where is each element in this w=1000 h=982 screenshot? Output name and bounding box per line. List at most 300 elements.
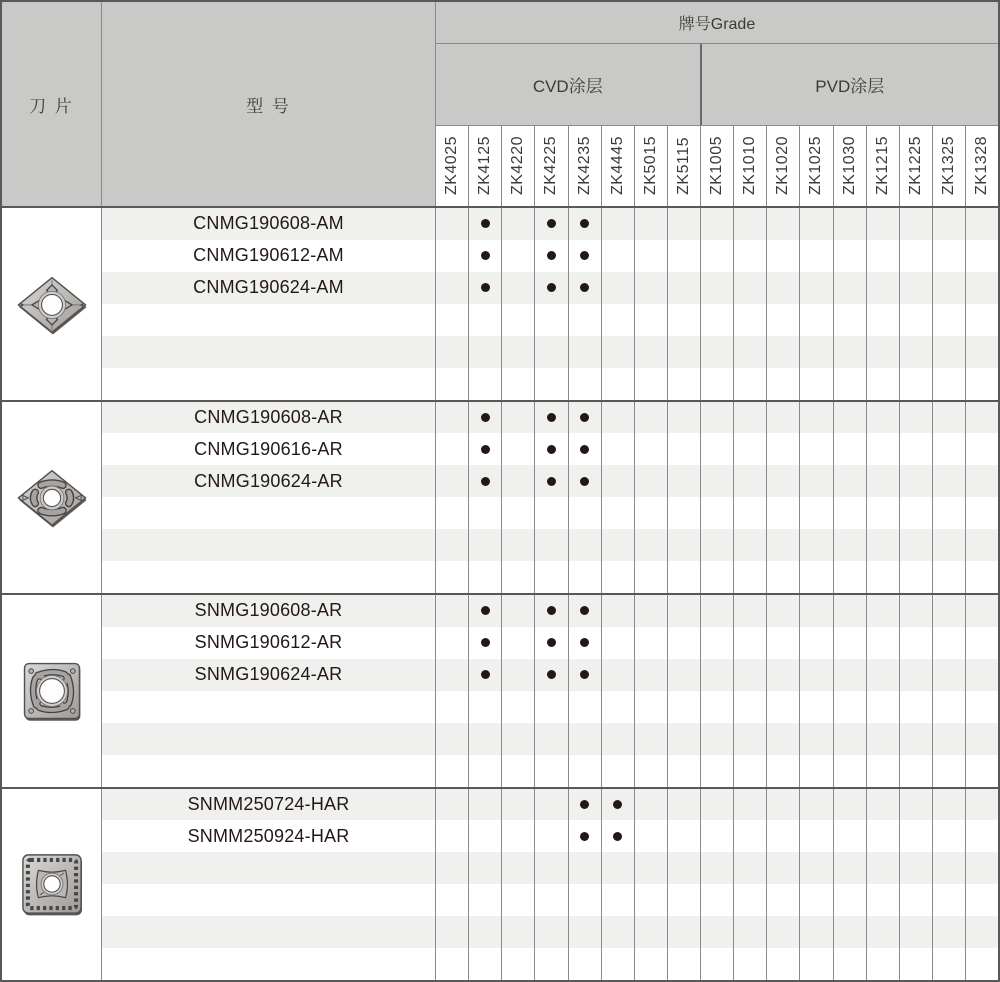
grade-cell: [900, 240, 933, 272]
grade-cell: [602, 368, 635, 400]
grade-cell: [867, 789, 900, 821]
grade-cell: [767, 402, 800, 434]
table-body: [2, 208, 998, 980]
grade-cell: [966, 820, 998, 852]
grade-cell: [867, 240, 900, 272]
grade-label-text: ZK1328: [973, 136, 991, 196]
grade-dot: [481, 606, 490, 615]
grade-cell: [635, 820, 668, 852]
grade-cell: [668, 691, 701, 723]
grade-cell: [436, 465, 469, 497]
grade-cell: [933, 595, 966, 627]
grade-cell: [602, 659, 635, 691]
grade-cell: [701, 884, 734, 916]
grade-cell: [701, 691, 734, 723]
grade-cell: [867, 272, 900, 304]
grade-cell: [966, 304, 998, 336]
grade-cell: [900, 336, 933, 368]
grade-label-text: ZK1215: [873, 136, 891, 196]
grade-cell: [635, 368, 668, 400]
grade-dot: [481, 251, 490, 260]
grade-cell: [734, 336, 767, 368]
grade-cell: [867, 595, 900, 627]
table-row: [102, 240, 998, 272]
grade-cell: [767, 304, 800, 336]
grade-cell: [734, 852, 767, 884]
grade-dot: [580, 670, 589, 679]
grade-cell: [602, 789, 635, 821]
grade-cell: [436, 368, 469, 400]
grade-dot: [547, 413, 556, 422]
grade-cell: [734, 595, 767, 627]
table-row: [102, 755, 998, 787]
grade-group-header: 牌号Grade: [436, 2, 998, 44]
grade-cell: [834, 433, 867, 465]
grade-cell: [469, 659, 502, 691]
grade-cell: [734, 789, 767, 821]
grade-cell: [800, 272, 833, 304]
grade-cell: [602, 208, 635, 240]
grade-cell: [966, 723, 998, 755]
grade-cell: [635, 208, 668, 240]
grade-cell: [668, 627, 701, 659]
grade-cell: [635, 627, 668, 659]
grade-cell: [668, 465, 701, 497]
snmm-har-insert-icon: [12, 847, 92, 921]
grade-cell: [502, 884, 535, 916]
grade-label-text: ZK4235: [575, 136, 593, 196]
grade-cell: [900, 789, 933, 821]
grade-cell: [933, 208, 966, 240]
grade-cell: [966, 595, 998, 627]
model-cell: SNMG190612-AR: [102, 627, 436, 659]
grade-cell: [800, 336, 833, 368]
grade-cell: [834, 659, 867, 691]
grade-cell: [668, 755, 701, 787]
grade-cell: [701, 497, 734, 529]
grade-cell: [535, 852, 568, 884]
grade-cell: [767, 820, 800, 852]
model-cell: CNMG190608-AM: [102, 208, 436, 240]
grade-column-label: [569, 126, 602, 206]
grade-label-text: ZK1030: [840, 136, 858, 196]
grade-cell: [602, 402, 635, 434]
grade-cell: [966, 240, 998, 272]
grade-cell: [535, 240, 568, 272]
grade-cell: [436, 595, 469, 627]
grade-cell: [469, 948, 502, 980]
table-row: [102, 368, 998, 400]
grade-cell: [668, 561, 701, 593]
grade-cell: [734, 240, 767, 272]
grade-cell: [602, 465, 635, 497]
grade-cell: [834, 368, 867, 400]
grade-cell: [668, 659, 701, 691]
grade-cell: [701, 916, 734, 948]
table-row: [102, 820, 998, 852]
grade-cell: [734, 272, 767, 304]
grade-cell: [966, 755, 998, 787]
grade-cell: [900, 627, 933, 659]
grade-cell: [767, 948, 800, 980]
model-cell: [102, 755, 436, 787]
grade-cell: [966, 272, 998, 304]
grade-cell: [734, 368, 767, 400]
grade-cell: [668, 884, 701, 916]
insert-group: [2, 208, 998, 400]
grade-cell: [800, 948, 833, 980]
grade-cell: [701, 852, 734, 884]
grade-column-label: [966, 126, 998, 206]
model-cell: CNMG190624-AR: [102, 465, 436, 497]
grade-cell: [900, 755, 933, 787]
grade-cell: [535, 659, 568, 691]
grade-label-text: ZK5115: [674, 137, 692, 195]
grade-cell: [436, 304, 469, 336]
grade-cell: [701, 820, 734, 852]
grade-cell: [436, 240, 469, 272]
grade-cell: [867, 497, 900, 529]
insert-group: [2, 593, 998, 787]
grade-cell: [602, 595, 635, 627]
insert-group: [2, 400, 998, 594]
table-row: [102, 561, 998, 593]
grade-cell: [933, 627, 966, 659]
grade-cell: [469, 465, 502, 497]
grade-cell: [701, 595, 734, 627]
grade-cell: [569, 497, 602, 529]
grade-cell: [767, 272, 800, 304]
grade-cell: [668, 368, 701, 400]
model-cell: [102, 948, 436, 980]
grade-cell: [966, 402, 998, 434]
grade-cell: [900, 723, 933, 755]
grade-cell: [436, 916, 469, 948]
grade-dot: [580, 606, 589, 615]
grade-cell: [767, 595, 800, 627]
grade-cell: [535, 368, 568, 400]
model-cell: [102, 852, 436, 884]
grade-cell: [800, 465, 833, 497]
grade-cell: [569, 465, 602, 497]
grade-cell: [502, 691, 535, 723]
grade-cell: [469, 884, 502, 916]
grade-dot: [481, 283, 490, 292]
grade-cell: [469, 402, 502, 434]
grade-cell: [701, 755, 734, 787]
grade-cell: [800, 561, 833, 593]
grade-cell: [436, 852, 469, 884]
model-cell: [102, 884, 436, 916]
pvd-coating-header: PVD涂层: [815, 77, 885, 96]
grade-cell: [834, 465, 867, 497]
grade-column-label: [800, 126, 833, 206]
grade-cell: [767, 433, 800, 465]
grade-cell: [734, 723, 767, 755]
grade-dot: [481, 219, 490, 228]
grade-cell: [800, 529, 833, 561]
grade-cell: [701, 948, 734, 980]
grade-dot: [580, 445, 589, 454]
grade-column-label: [635, 126, 668, 206]
table-row: [102, 465, 998, 497]
grade-cell: [569, 755, 602, 787]
grade-cell: [668, 916, 701, 948]
model-cell: [102, 529, 436, 561]
grade-cell: [569, 723, 602, 755]
grade-cell: [569, 852, 602, 884]
grade-cell: [436, 402, 469, 434]
grade-cell: [867, 368, 900, 400]
grade-cell: [834, 497, 867, 529]
grade-cell: [834, 240, 867, 272]
grade-cell: [966, 368, 998, 400]
grade-cell: [800, 595, 833, 627]
grade-dot: [580, 413, 589, 422]
grade-cell: [933, 465, 966, 497]
coating-header-row: [436, 44, 998, 126]
model-cell: [102, 368, 436, 400]
grade-cell: [635, 240, 668, 272]
grade-cell: [900, 691, 933, 723]
grade-cell: [502, 916, 535, 948]
model-cell: SNMM250924-HAR: [102, 820, 436, 852]
cvd-coating-header: CVD涂层: [436, 44, 702, 125]
grade-column-label: [469, 126, 502, 206]
grade-cell: [502, 529, 535, 561]
grade-cell: [767, 240, 800, 272]
grade-cell: [635, 852, 668, 884]
grade-cell: [502, 755, 535, 787]
table-row: [102, 916, 998, 948]
grade-label-text: ZK1020: [774, 136, 792, 196]
grade-cell: [602, 884, 635, 916]
grade-cell: [602, 497, 635, 529]
table-row: [102, 529, 998, 561]
grade-cell: [502, 561, 535, 593]
model-cell: CNMG190612-AM: [102, 240, 436, 272]
grade-cell: [701, 208, 734, 240]
table-row: [102, 659, 998, 691]
grade-cell: [933, 336, 966, 368]
grade-dot: [580, 283, 589, 292]
grade-cell: [502, 433, 535, 465]
grade-cell: [436, 948, 469, 980]
table-row: [102, 789, 998, 821]
grade-cell: [966, 852, 998, 884]
grade-cell: [569, 948, 602, 980]
snmg-ar-insert-icon: [13, 655, 91, 727]
grade-cell: [701, 304, 734, 336]
grade-cell: [834, 820, 867, 852]
grade-cell: [767, 497, 800, 529]
grade-cell: [502, 497, 535, 529]
grade-cell: [767, 368, 800, 400]
grade-dot: [580, 219, 589, 228]
grade-cell: [867, 433, 900, 465]
grade-cell: [867, 723, 900, 755]
grade-cell: [569, 595, 602, 627]
grade-cell: [966, 948, 998, 980]
grade-cell: [800, 659, 833, 691]
grade-cell: [900, 916, 933, 948]
grade-cell: [602, 561, 635, 593]
grade-cell: [867, 691, 900, 723]
model-cell: [102, 304, 436, 336]
grade-cell: [635, 272, 668, 304]
grade-cell: [800, 304, 833, 336]
grade-column-label: [734, 126, 767, 206]
grade-cell: [867, 755, 900, 787]
grade-cell: [569, 402, 602, 434]
grade-cell: [469, 595, 502, 627]
model-cell: SNMG190608-AR: [102, 595, 436, 627]
grade-cell: [502, 627, 535, 659]
grade-dot: [547, 477, 556, 486]
grade-cell: [734, 529, 767, 561]
grade-cell: [834, 691, 867, 723]
grade-cell: [767, 659, 800, 691]
grade-cell: [502, 789, 535, 821]
grade-column-label: [834, 126, 867, 206]
grade-cell: [900, 304, 933, 336]
grade-cell: [469, 561, 502, 593]
grade-cell: [734, 916, 767, 948]
insert-photo-cell: [2, 402, 102, 594]
grade-cell: [867, 208, 900, 240]
insert-photo-cell: [2, 208, 102, 400]
grade-cell: [635, 789, 668, 821]
grade-cell: [535, 884, 568, 916]
grade-cell: [469, 304, 502, 336]
grade-label-text: ZK1225: [906, 136, 924, 196]
grade-cell: [800, 820, 833, 852]
table-row: [102, 336, 998, 368]
model-cell: SNMM250724-HAR: [102, 789, 436, 821]
grade-cell: [668, 402, 701, 434]
grade-dot: [580, 477, 589, 486]
grade-cell: [867, 820, 900, 852]
grade-cell: [834, 304, 867, 336]
grade-cell: [767, 852, 800, 884]
grade-cell: [966, 659, 998, 691]
grade-cell: [502, 336, 535, 368]
grade-cell: [867, 948, 900, 980]
grade-cell: [834, 595, 867, 627]
grade-cell: [668, 820, 701, 852]
grade-cell: [569, 336, 602, 368]
grade-cell: [668, 208, 701, 240]
grade-cell: [767, 723, 800, 755]
grade-cell: [469, 433, 502, 465]
grade-cell: [867, 304, 900, 336]
grade-cell: [535, 627, 568, 659]
insert-photo-cell: [2, 789, 102, 981]
grade-cell: [834, 852, 867, 884]
grade-cell: [767, 529, 800, 561]
grade-cell: [734, 497, 767, 529]
grade-cell: [569, 304, 602, 336]
grade-dot: [481, 413, 490, 422]
grade-cell: [535, 433, 568, 465]
grade-dot: [547, 251, 556, 260]
grade-cell: [569, 561, 602, 593]
grade-cell: [569, 820, 602, 852]
grade-cell: [469, 755, 502, 787]
grade-cell: [800, 433, 833, 465]
grade-cell: [569, 272, 602, 304]
grade-cell: [834, 272, 867, 304]
grade-cell: [867, 852, 900, 884]
grade-cell: [469, 529, 502, 561]
grade-cell: [502, 368, 535, 400]
grade-cell: [933, 368, 966, 400]
grade-cell: [535, 497, 568, 529]
grade-cell: [436, 433, 469, 465]
grade-cell: [436, 561, 469, 593]
grade-cell: [535, 529, 568, 561]
grade-cell: [701, 659, 734, 691]
grade-cell: [602, 755, 635, 787]
grade-cell: [867, 627, 900, 659]
grade-cell: [535, 948, 568, 980]
grade-cell: [966, 884, 998, 916]
grade-cell: [734, 948, 767, 980]
grade-cell: [767, 789, 800, 821]
grade-cell: [436, 272, 469, 304]
grade-cell: [900, 368, 933, 400]
grade-cell: [933, 948, 966, 980]
grade-cell: [800, 884, 833, 916]
grade-cell: [800, 723, 833, 755]
grade-cell: [966, 465, 998, 497]
grade-cell: [635, 691, 668, 723]
grade-cell: [867, 336, 900, 368]
grade-cell: [867, 465, 900, 497]
grade-cell: [569, 433, 602, 465]
grade-cell: [966, 208, 998, 240]
grade-cell: [900, 884, 933, 916]
grade-cell: [602, 723, 635, 755]
grade-cell: [800, 240, 833, 272]
grade-cell: [569, 368, 602, 400]
grade-cell: [900, 497, 933, 529]
grade-dot: [613, 800, 622, 809]
grade-cell: [701, 433, 734, 465]
model-cell: CNMG190608-AR: [102, 402, 436, 434]
grade-cell: [933, 755, 966, 787]
grade-cell: [966, 789, 998, 821]
grade-label-text: ZK1325: [939, 136, 957, 196]
grade-cell: [966, 691, 998, 723]
grade-column-label: [436, 126, 469, 206]
grade-cell: [734, 208, 767, 240]
grade-cell: [602, 529, 635, 561]
grade-cell: [502, 272, 535, 304]
table-row: [102, 402, 998, 434]
grade-cell: [701, 789, 734, 821]
grade-cell: [436, 789, 469, 821]
grade-cell: [635, 723, 668, 755]
grade-cell: [668, 852, 701, 884]
grade-labels-row: [436, 126, 998, 206]
grade-cell: [834, 561, 867, 593]
grade-cell: [535, 916, 568, 948]
grade-cell: [900, 948, 933, 980]
grade-cell: [800, 368, 833, 400]
grade-column-label: [933, 126, 966, 206]
grade-cell: [966, 497, 998, 529]
